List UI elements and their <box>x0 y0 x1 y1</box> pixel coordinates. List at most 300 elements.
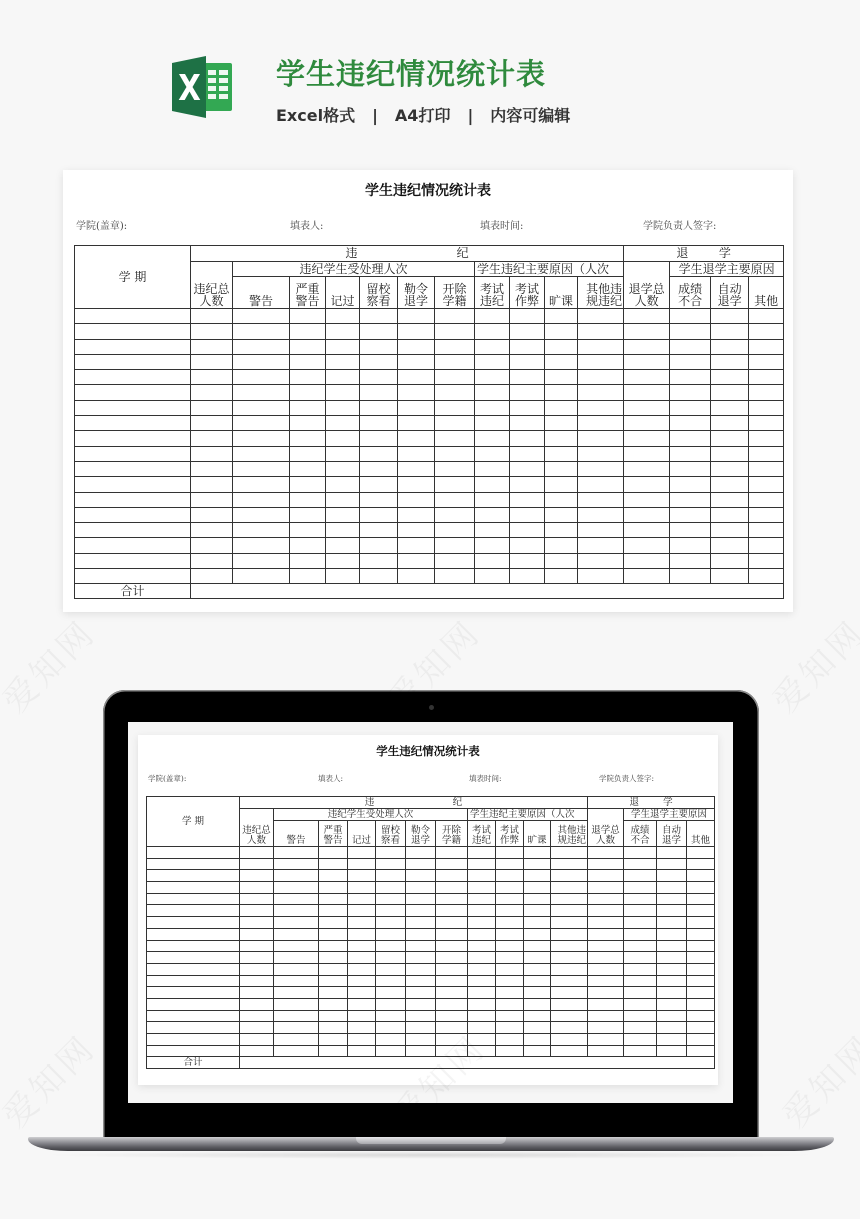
table-cell[interactable] <box>75 477 191 492</box>
table-cell[interactable] <box>468 928 496 940</box>
table-cell[interactable] <box>687 963 715 975</box>
table-cell[interactable] <box>545 461 578 476</box>
table-cell[interactable] <box>657 1022 687 1034</box>
table-cell[interactable] <box>545 309 578 324</box>
table-cell[interactable] <box>319 1034 348 1046</box>
table-cell[interactable] <box>75 492 191 507</box>
table-cell[interactable] <box>545 492 578 507</box>
table-cell[interactable] <box>624 385 670 400</box>
table-cell[interactable] <box>319 928 348 940</box>
table-cell[interactable] <box>624 905 657 917</box>
table-cell[interactable] <box>687 905 715 917</box>
table-cell[interactable] <box>233 553 290 568</box>
table-cell[interactable] <box>398 569 435 584</box>
table-cell[interactable] <box>147 1034 240 1046</box>
table-cell[interactable] <box>360 507 398 522</box>
table-cell[interactable] <box>524 940 551 952</box>
table-cell[interactable] <box>435 400 475 415</box>
table-cell[interactable] <box>435 354 475 369</box>
table-cell[interactable] <box>274 998 319 1010</box>
table-cell[interactable] <box>657 963 687 975</box>
table-cell[interactable] <box>670 446 711 461</box>
table-cell[interactable] <box>578 400 624 415</box>
table-cell[interactable] <box>240 1010 274 1022</box>
table-cell[interactable] <box>326 385 360 400</box>
table-cell[interactable] <box>510 309 545 324</box>
table-cell[interactable] <box>436 1034 468 1046</box>
table-cell[interactable] <box>749 477 784 492</box>
table-cell[interactable] <box>475 324 510 339</box>
table-cell[interactable] <box>406 917 436 929</box>
table-cell[interactable] <box>406 893 436 905</box>
table-cell[interactable] <box>436 952 468 964</box>
table-cell[interactable] <box>319 940 348 952</box>
table-cell[interactable] <box>749 385 784 400</box>
table-cell[interactable] <box>376 1022 406 1034</box>
table-cell[interactable] <box>711 523 749 538</box>
table-cell[interactable] <box>551 963 588 975</box>
table-cell[interactable] <box>496 975 524 987</box>
table-cell[interactable] <box>240 858 274 870</box>
table-cell[interactable] <box>588 893 624 905</box>
table-cell[interactable] <box>240 882 274 894</box>
table-cell[interactable] <box>326 339 360 354</box>
table-cell[interactable] <box>326 324 360 339</box>
table-cell[interactable] <box>578 446 624 461</box>
table-cell[interactable] <box>240 940 274 952</box>
table-cell[interactable] <box>233 523 290 538</box>
table-cell[interactable] <box>290 507 326 522</box>
table-cell[interactable] <box>376 1034 406 1046</box>
table-cell[interactable] <box>290 492 326 507</box>
table-cell[interactable] <box>233 492 290 507</box>
table-cell[interactable] <box>578 370 624 385</box>
table-cell[interactable] <box>319 870 348 882</box>
table-cell[interactable] <box>496 1010 524 1022</box>
table-cell[interactable] <box>657 952 687 964</box>
table-cell[interactable] <box>290 339 326 354</box>
table-cell[interactable] <box>588 905 624 917</box>
table-cell[interactable] <box>578 431 624 446</box>
table-cell[interactable] <box>376 882 406 894</box>
table-cell[interactable] <box>749 400 784 415</box>
table-cell[interactable] <box>578 492 624 507</box>
table-cell[interactable] <box>348 952 376 964</box>
table-cell[interactable] <box>545 446 578 461</box>
table-cell[interactable] <box>687 1022 715 1034</box>
table-cell[interactable] <box>551 858 588 870</box>
table-cell[interactable] <box>468 893 496 905</box>
table-cell[interactable] <box>406 882 436 894</box>
table-cell[interactable] <box>240 847 274 859</box>
table-cell[interactable] <box>398 492 435 507</box>
table-cell[interactable] <box>578 477 624 492</box>
table-cell[interactable] <box>406 952 436 964</box>
table-cell[interactable] <box>670 416 711 431</box>
table-cell[interactable] <box>551 870 588 882</box>
table-cell[interactable] <box>670 461 711 476</box>
table-cell[interactable] <box>147 940 240 952</box>
table-cell[interactable] <box>624 928 657 940</box>
table-cell[interactable] <box>147 917 240 929</box>
table-cell[interactable] <box>588 1034 624 1046</box>
table-cell[interactable] <box>191 339 233 354</box>
table-cell[interactable] <box>436 870 468 882</box>
table-cell[interactable] <box>191 324 233 339</box>
table-cell[interactable] <box>274 847 319 859</box>
table-cell[interactable] <box>588 1045 624 1057</box>
table-cell[interactable] <box>670 431 711 446</box>
table-cell[interactable] <box>510 446 545 461</box>
table-cell[interactable] <box>348 1010 376 1022</box>
table-cell[interactable] <box>376 870 406 882</box>
table-cell[interactable] <box>524 1034 551 1046</box>
table-cell[interactable] <box>551 847 588 859</box>
table-cell[interactable] <box>435 492 475 507</box>
table-cell[interactable] <box>578 569 624 584</box>
table-cell[interactable] <box>436 917 468 929</box>
table-cell[interactable] <box>711 431 749 446</box>
table-cell[interactable] <box>398 431 435 446</box>
table-cell[interactable] <box>670 309 711 324</box>
table-cell[interactable] <box>326 553 360 568</box>
table-cell[interactable] <box>624 324 670 339</box>
table-cell[interactable] <box>578 538 624 553</box>
table-cell[interactable] <box>657 1034 687 1046</box>
table-cell[interactable] <box>670 354 711 369</box>
table-cell[interactable] <box>578 309 624 324</box>
table-cell[interactable] <box>624 461 670 476</box>
table-cell[interactable] <box>624 952 657 964</box>
table-cell[interactable] <box>75 569 191 584</box>
table-cell[interactable] <box>233 309 290 324</box>
table-cell[interactable] <box>360 385 398 400</box>
table-cell[interactable] <box>348 987 376 999</box>
table-cell[interactable] <box>326 354 360 369</box>
table-cell[interactable] <box>657 987 687 999</box>
table-cell[interactable] <box>468 847 496 859</box>
table-cell[interactable] <box>687 917 715 929</box>
table-cell[interactable] <box>468 1045 496 1057</box>
table-cell[interactable] <box>551 1034 588 1046</box>
table-cell[interactable] <box>624 893 657 905</box>
table-cell[interactable] <box>147 987 240 999</box>
table-cell[interactable] <box>624 477 670 492</box>
table-cell[interactable] <box>360 446 398 461</box>
table-cell[interactable] <box>290 416 326 431</box>
table-cell[interactable] <box>319 917 348 929</box>
table-cell[interactable] <box>496 940 524 952</box>
table-cell[interactable] <box>687 1034 715 1046</box>
table-cell[interactable] <box>687 1010 715 1022</box>
table-cell[interactable] <box>624 1034 657 1046</box>
table-cell[interactable] <box>588 952 624 964</box>
table-cell[interactable] <box>360 461 398 476</box>
table-cell[interactable] <box>147 870 240 882</box>
table-cell[interactable] <box>240 917 274 929</box>
table-cell[interactable] <box>687 882 715 894</box>
table-cell[interactable] <box>624 370 670 385</box>
table-cell[interactable] <box>496 882 524 894</box>
table-cell[interactable] <box>360 477 398 492</box>
table-cell[interactable] <box>496 987 524 999</box>
table-cell[interactable] <box>436 987 468 999</box>
table-cell[interactable] <box>524 952 551 964</box>
table-cell[interactable] <box>436 975 468 987</box>
table-cell[interactable] <box>588 940 624 952</box>
table-cell[interactable] <box>326 400 360 415</box>
table-cell[interactable] <box>376 998 406 1010</box>
table-cell[interactable] <box>468 858 496 870</box>
table-cell[interactable] <box>75 461 191 476</box>
table-cell[interactable] <box>274 975 319 987</box>
table-cell[interactable] <box>475 492 510 507</box>
table-cell[interactable] <box>468 917 496 929</box>
table-cell[interactable] <box>524 847 551 859</box>
table-cell[interactable] <box>468 998 496 1010</box>
table-cell[interactable] <box>687 987 715 999</box>
table-cell[interactable] <box>274 905 319 917</box>
table-cell[interactable] <box>75 553 191 568</box>
table-cell[interactable] <box>545 553 578 568</box>
table-cell[interactable] <box>191 553 233 568</box>
table-cell[interactable] <box>326 507 360 522</box>
table-cell[interactable] <box>360 370 398 385</box>
table-cell[interactable] <box>274 882 319 894</box>
table-cell[interactable] <box>524 987 551 999</box>
table-cell[interactable] <box>524 928 551 940</box>
table-cell[interactable] <box>475 538 510 553</box>
table-cell[interactable] <box>670 492 711 507</box>
table-cell[interactable] <box>624 987 657 999</box>
table-cell[interactable] <box>687 952 715 964</box>
table-cell[interactable] <box>348 928 376 940</box>
table-cell[interactable] <box>147 905 240 917</box>
table-cell[interactable] <box>191 523 233 538</box>
table-cell[interactable] <box>75 339 191 354</box>
table-cell[interactable] <box>274 917 319 929</box>
table-cell[interactable] <box>406 847 436 859</box>
table-cell[interactable] <box>435 507 475 522</box>
table-cell[interactable] <box>326 477 360 492</box>
table-cell[interactable] <box>274 1045 319 1057</box>
table-cell[interactable] <box>468 1022 496 1034</box>
table-cell[interactable] <box>240 1045 274 1057</box>
table-cell[interactable] <box>670 370 711 385</box>
table-cell[interactable] <box>670 569 711 584</box>
table-cell[interactable] <box>749 492 784 507</box>
table-cell[interactable] <box>274 1022 319 1034</box>
table-cell[interactable] <box>191 492 233 507</box>
table-cell[interactable] <box>657 882 687 894</box>
table-cell[interactable] <box>319 952 348 964</box>
table-cell[interactable] <box>749 354 784 369</box>
table-cell[interactable] <box>510 523 545 538</box>
table-cell[interactable] <box>551 987 588 999</box>
table-cell[interactable] <box>524 870 551 882</box>
table-cell[interactable] <box>406 975 436 987</box>
table-cell[interactable] <box>191 446 233 461</box>
table-cell[interactable] <box>711 461 749 476</box>
table-cell[interactable] <box>436 963 468 975</box>
table-cell[interactable] <box>624 940 657 952</box>
table-cell[interactable] <box>240 998 274 1010</box>
table-cell[interactable] <box>545 431 578 446</box>
table-cell[interactable] <box>551 917 588 929</box>
table-cell[interactable] <box>510 431 545 446</box>
table-cell[interactable] <box>376 952 406 964</box>
table-cell[interactable] <box>545 523 578 538</box>
table-cell[interactable] <box>551 998 588 1010</box>
table-cell[interactable] <box>290 569 326 584</box>
table-cell[interactable] <box>233 446 290 461</box>
table-cell[interactable] <box>376 987 406 999</box>
table-cell[interactable] <box>435 385 475 400</box>
table-cell[interactable] <box>670 324 711 339</box>
table-cell[interactable] <box>233 461 290 476</box>
table-cell[interactable] <box>240 1034 274 1046</box>
table-cell[interactable] <box>510 553 545 568</box>
table-cell[interactable] <box>319 998 348 1010</box>
table-cell[interactable] <box>545 400 578 415</box>
table-cell[interactable] <box>274 870 319 882</box>
table-cell[interactable] <box>657 847 687 859</box>
table-cell[interactable] <box>75 309 191 324</box>
table-cell[interactable] <box>274 1010 319 1022</box>
table-cell[interactable] <box>496 1022 524 1034</box>
table-cell[interactable] <box>624 975 657 987</box>
table-cell[interactable] <box>75 354 191 369</box>
table-cell[interactable] <box>510 354 545 369</box>
table-cell[interactable] <box>319 975 348 987</box>
table-cell[interactable] <box>545 507 578 522</box>
table-cell[interactable] <box>588 847 624 859</box>
table-cell[interactable] <box>360 324 398 339</box>
table-cell[interactable] <box>588 1010 624 1022</box>
table-cell[interactable] <box>524 1045 551 1057</box>
table-cell[interactable] <box>657 1045 687 1057</box>
table-cell[interactable] <box>435 523 475 538</box>
table-cell[interactable] <box>75 507 191 522</box>
table-cell[interactable] <box>147 975 240 987</box>
table-cell[interactable] <box>496 847 524 859</box>
table-cell[interactable] <box>749 569 784 584</box>
table-cell[interactable] <box>319 847 348 859</box>
table-cell[interactable] <box>545 339 578 354</box>
table-cell[interactable] <box>711 477 749 492</box>
table-cell[interactable] <box>578 507 624 522</box>
table-cell[interactable] <box>475 370 510 385</box>
table-cell[interactable] <box>398 446 435 461</box>
table-cell[interactable] <box>376 847 406 859</box>
table-cell[interactable] <box>191 309 233 324</box>
table-cell[interactable] <box>75 431 191 446</box>
table-cell[interactable] <box>274 987 319 999</box>
table-cell[interactable] <box>326 446 360 461</box>
table-cell[interactable] <box>233 354 290 369</box>
table-cell[interactable] <box>711 553 749 568</box>
table-cell[interactable] <box>510 507 545 522</box>
table-cell[interactable] <box>436 1045 468 1057</box>
table-cell[interactable] <box>510 339 545 354</box>
table-cell[interactable] <box>496 905 524 917</box>
table-cell[interactable] <box>436 1022 468 1034</box>
table-cell[interactable] <box>406 1022 436 1034</box>
table-cell[interactable] <box>75 538 191 553</box>
table-cell[interactable] <box>274 963 319 975</box>
table-cell[interactable] <box>670 385 711 400</box>
table-cell[interactable] <box>624 538 670 553</box>
table-cell[interactable] <box>670 523 711 538</box>
table-cell[interactable] <box>406 870 436 882</box>
table-cell[interactable] <box>496 998 524 1010</box>
table-cell[interactable] <box>687 975 715 987</box>
table-cell[interactable] <box>406 928 436 940</box>
table-cell[interactable] <box>711 569 749 584</box>
table-cell[interactable] <box>376 1045 406 1057</box>
table-cell[interactable] <box>545 416 578 431</box>
table-cell[interactable] <box>191 538 233 553</box>
table-cell[interactable] <box>233 431 290 446</box>
table-cell[interactable] <box>475 416 510 431</box>
table-cell[interactable] <box>524 1022 551 1034</box>
table-cell[interactable] <box>670 477 711 492</box>
table-cell[interactable] <box>524 905 551 917</box>
table-cell[interactable] <box>524 893 551 905</box>
table-cell[interactable] <box>360 416 398 431</box>
table-cell[interactable] <box>376 917 406 929</box>
table-cell[interactable] <box>435 461 475 476</box>
table-cell[interactable] <box>147 847 240 859</box>
table-cell[interactable] <box>670 507 711 522</box>
table-cell[interactable] <box>406 1010 436 1022</box>
table-cell[interactable] <box>687 928 715 940</box>
table-cell[interactable] <box>711 492 749 507</box>
table-cell[interactable] <box>624 847 657 859</box>
table-cell[interactable] <box>588 870 624 882</box>
table-cell[interactable] <box>624 507 670 522</box>
table-cell[interactable] <box>191 370 233 385</box>
table-cell[interactable] <box>75 416 191 431</box>
table-cell[interactable] <box>624 1045 657 1057</box>
table-cell[interactable] <box>588 917 624 929</box>
table-cell[interactable] <box>624 1022 657 1034</box>
table-cell[interactable] <box>326 569 360 584</box>
table-cell[interactable] <box>290 309 326 324</box>
table-cell[interactable] <box>240 987 274 999</box>
table-cell[interactable] <box>240 905 274 917</box>
table-cell[interactable] <box>406 858 436 870</box>
table-cell[interactable] <box>711 416 749 431</box>
table-cell[interactable] <box>290 400 326 415</box>
table-cell[interactable] <box>435 339 475 354</box>
table-cell[interactable] <box>240 975 274 987</box>
table-cell[interactable] <box>348 847 376 859</box>
table-cell[interactable] <box>348 870 376 882</box>
table-cell[interactable] <box>545 370 578 385</box>
table-cell[interactable] <box>348 998 376 1010</box>
table-cell[interactable] <box>475 339 510 354</box>
table-cell[interactable] <box>147 1022 240 1034</box>
table-cell[interactable] <box>624 963 657 975</box>
table-cell[interactable] <box>290 523 326 538</box>
table-cell[interactable] <box>749 461 784 476</box>
table-cell[interactable] <box>588 1022 624 1034</box>
table-cell[interactable] <box>551 975 588 987</box>
table-cell[interactable] <box>360 354 398 369</box>
table-cell[interactable] <box>749 538 784 553</box>
table-cell[interactable] <box>524 858 551 870</box>
